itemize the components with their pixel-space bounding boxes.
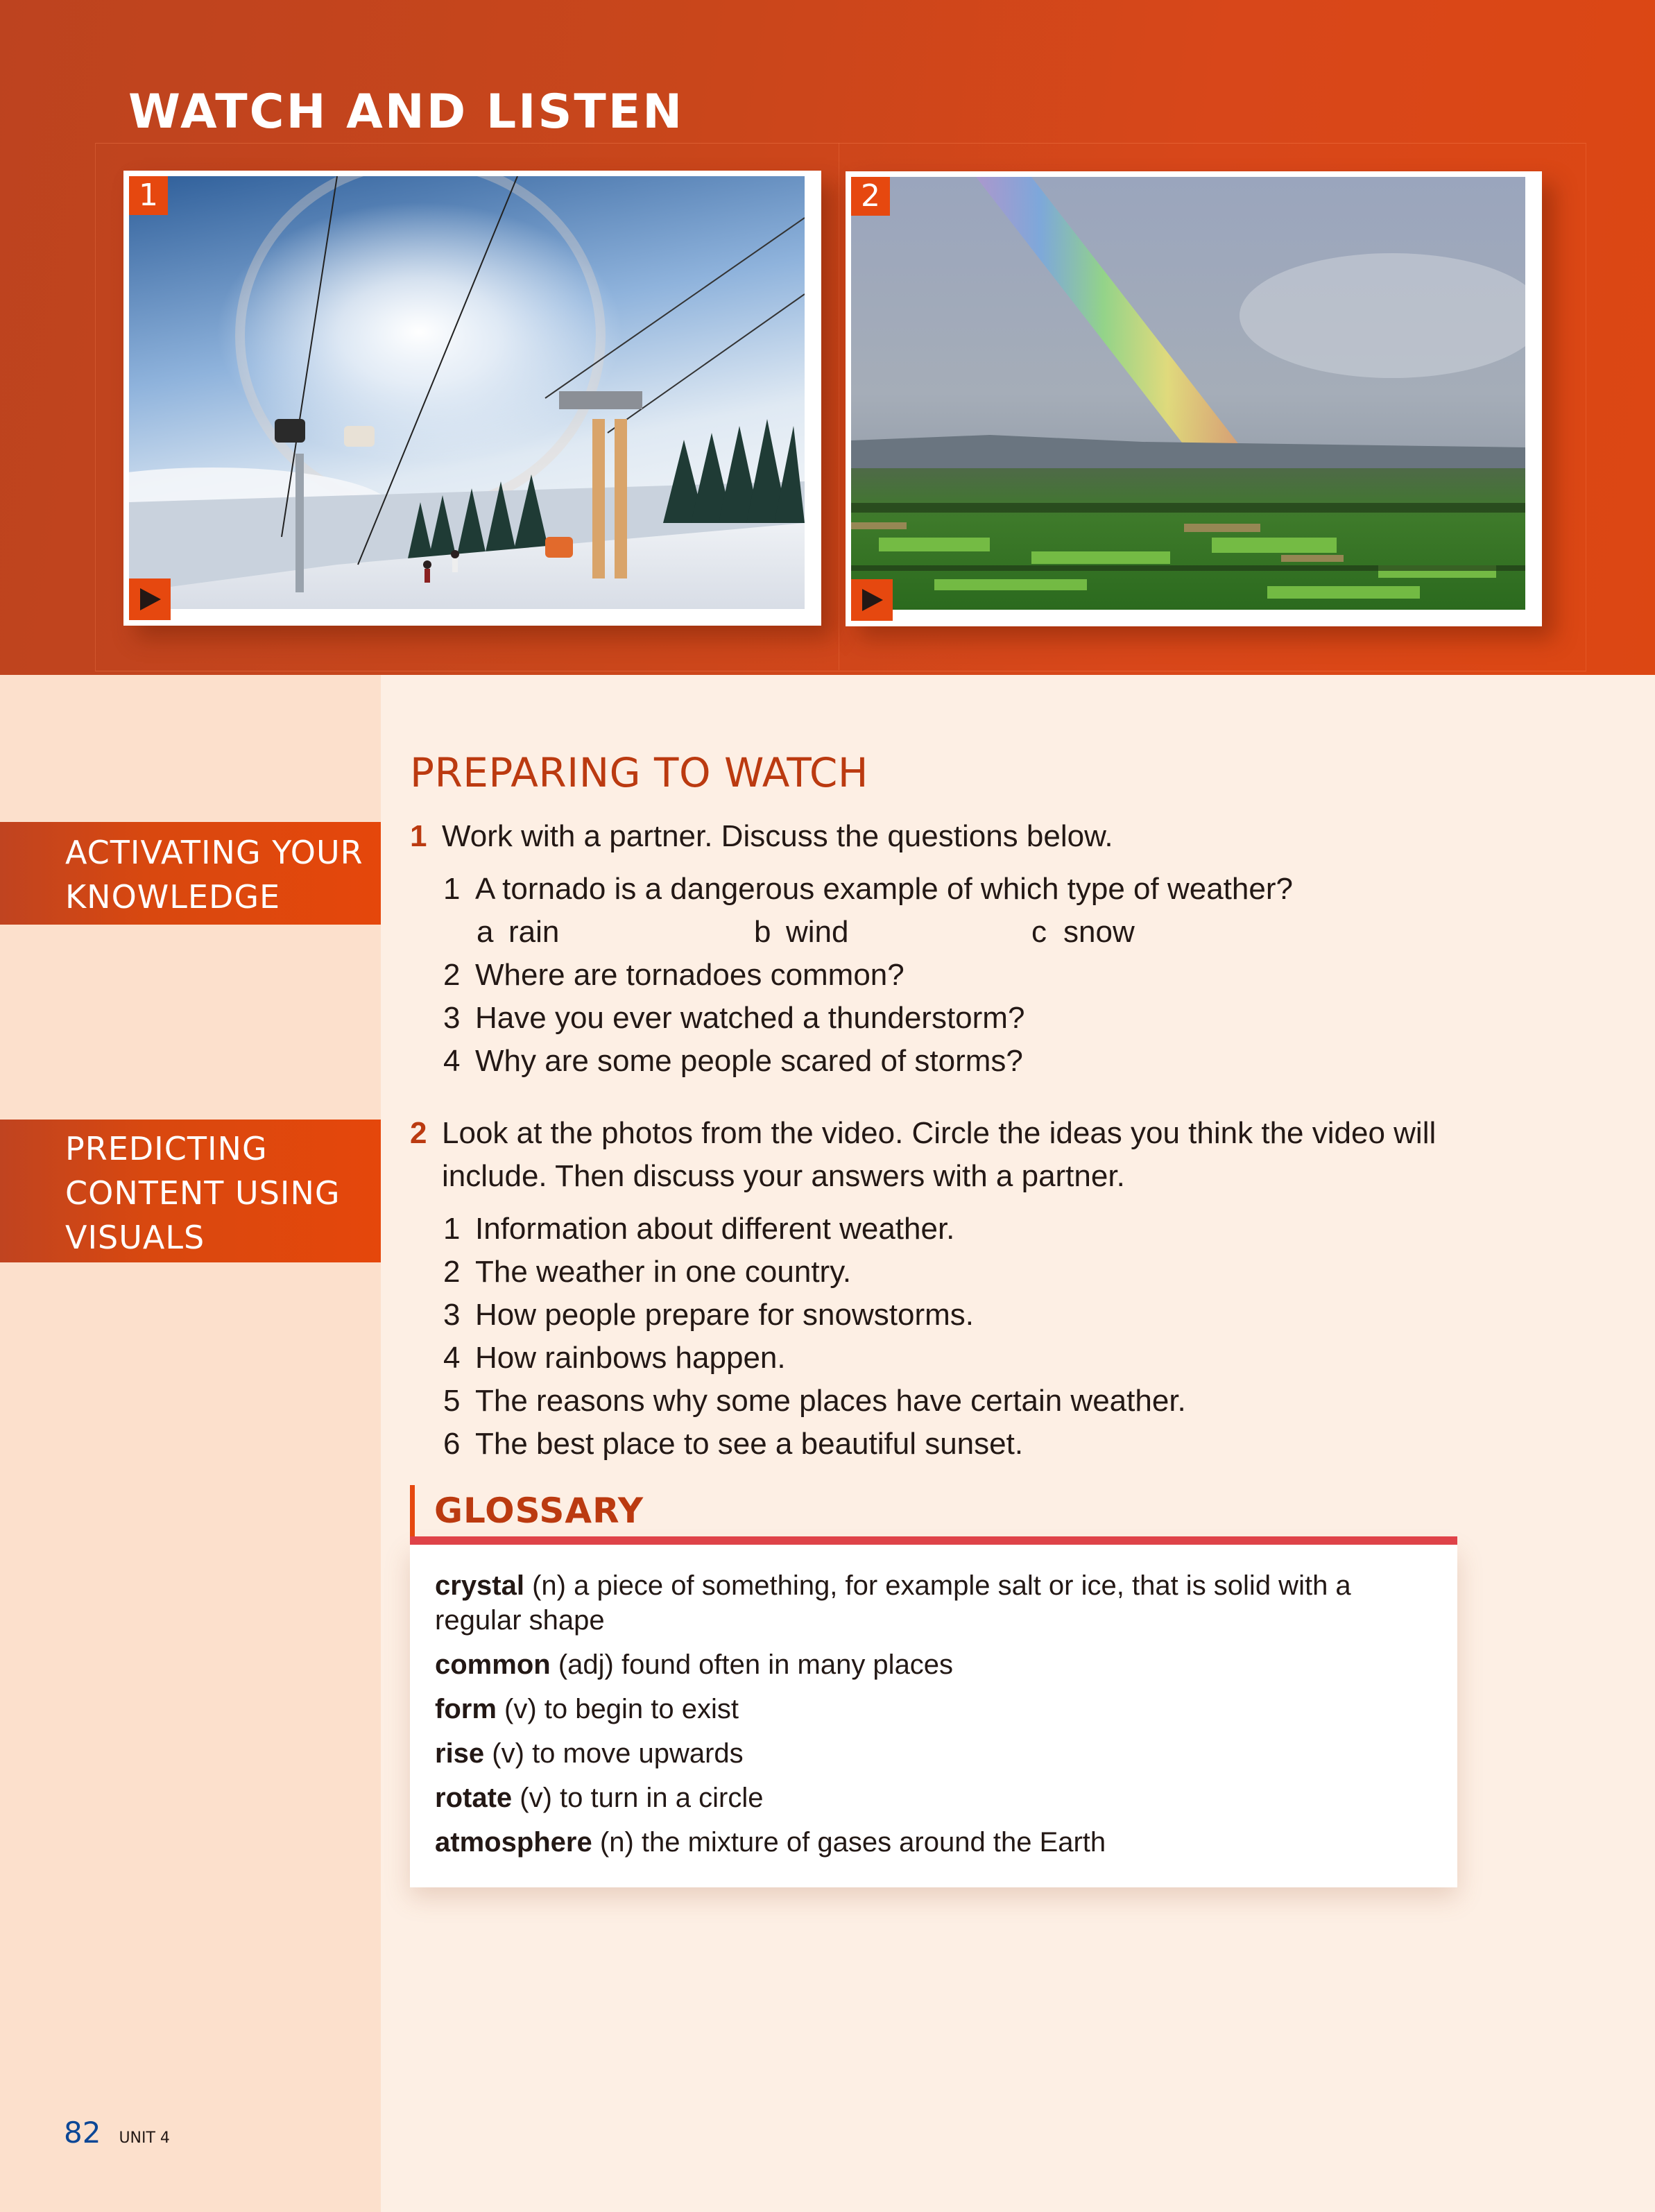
list-item xyxy=(443,954,1492,997)
play-icon xyxy=(862,589,883,611)
glossary-box xyxy=(410,1485,1457,1887)
glossary-title: GLOSSARY xyxy=(434,1491,644,1531)
option-text: rain xyxy=(508,915,560,949)
ski-slope-image xyxy=(129,176,816,620)
list-item[interactable] xyxy=(443,1208,1492,1251)
option-text: snow xyxy=(1063,915,1135,949)
item-number: 2 xyxy=(443,958,461,992)
item-text: Information about different weather. xyxy=(475,1212,955,1246)
glossary-pos: (adj) xyxy=(558,1649,614,1680)
glossary-word: atmosphere xyxy=(435,1827,592,1858)
exercise-instruction xyxy=(410,1112,1492,1198)
photo-number-badge: 1 xyxy=(129,176,168,215)
play-icon xyxy=(140,588,161,610)
glossary-entry xyxy=(435,1825,1434,1860)
idea-list xyxy=(410,1208,1492,1466)
answer-option-c[interactable] xyxy=(1031,911,1309,954)
option-letter: b xyxy=(754,915,771,949)
main-content xyxy=(410,749,1492,1461)
item-number: 4 xyxy=(443,1341,461,1375)
item-number: 2 xyxy=(443,1255,461,1289)
section-title: WATCH AND LISTEN xyxy=(128,85,685,139)
item-number: 1 xyxy=(443,1212,461,1246)
list-item xyxy=(443,997,1492,1040)
glossary-entry xyxy=(435,1736,1434,1771)
glossary-entry xyxy=(435,1692,1434,1726)
answer-option-b[interactable] xyxy=(754,911,1031,954)
item-text: How rainbows happen. xyxy=(475,1341,786,1375)
list-item[interactable] xyxy=(443,1380,1492,1423)
list-item[interactable] xyxy=(443,1294,1492,1337)
glossary-pos: (n) xyxy=(532,1570,566,1601)
item-number: 1 xyxy=(443,872,461,906)
glossary-header xyxy=(410,1485,1457,1536)
item-text: A tornado is a dangerous example of which type of weather? xyxy=(475,872,1293,906)
item-number: 3 xyxy=(443,1298,461,1332)
list-item[interactable] xyxy=(443,1423,1492,1466)
glossary-definition: the mixture of gases around the Earth xyxy=(641,1827,1106,1858)
exercise-instruction xyxy=(410,815,1492,858)
item-text: The reasons why some places have certain weather. xyxy=(475,1384,1186,1418)
exercise-instruction-text: Work with a partner. Discuss the questions below. xyxy=(442,819,1113,853)
item-text: The weather in one country. xyxy=(475,1255,852,1289)
item-text: Where are tornadoes common? xyxy=(475,958,904,992)
glossary-word: rise xyxy=(435,1738,485,1769)
item-number: 5 xyxy=(443,1384,461,1418)
glossary-pos: (v) xyxy=(520,1783,552,1813)
item-number: 6 xyxy=(443,1427,461,1461)
item-text: The best place to see a beautiful sunset. xyxy=(475,1427,1024,1461)
skill-tag-label: PREDICTING CONTENT USING VISUALS xyxy=(65,1130,341,1256)
glossary-entry xyxy=(435,1647,1434,1682)
option-text: wind xyxy=(786,915,849,949)
list-item[interactable] xyxy=(443,1251,1492,1294)
glossary-word: rotate xyxy=(435,1783,513,1813)
glossary-definition: to move upwards xyxy=(532,1738,744,1769)
item-text: Why are some people scared of storms? xyxy=(475,1044,1023,1078)
glossary-pos: (v) xyxy=(492,1738,524,1769)
glossary-divider xyxy=(410,1536,1457,1545)
glossary-pos: (n) xyxy=(599,1827,634,1858)
glossary-definition: to turn in a circle xyxy=(560,1783,764,1813)
item-text: Have you ever watched a thunderstorm? xyxy=(475,1001,1025,1035)
glossary-entry xyxy=(435,1568,1434,1638)
glossary-entries xyxy=(410,1545,1457,1887)
photo-number-badge: 2 xyxy=(851,177,890,216)
exercise-2 xyxy=(410,1112,1492,1466)
glossary-word: form xyxy=(435,1694,497,1724)
page-footer xyxy=(64,2116,170,2150)
skill-tag-label: ACTIVATING YOUR KNOWLEDGE xyxy=(65,834,363,916)
option-letter: c xyxy=(1031,915,1047,949)
list-item xyxy=(443,868,1492,911)
page-number: 82 xyxy=(64,2116,101,2150)
exercise-number: 2 xyxy=(410,1116,427,1150)
play-video-2-button[interactable] xyxy=(851,579,893,621)
unit-label: UNIT 4 xyxy=(119,2129,170,2147)
glossary-word: crystal xyxy=(435,1570,524,1601)
item-number: 4 xyxy=(443,1044,461,1078)
rainbow-image xyxy=(851,177,1536,621)
glossary-definition: a piece of something, for example salt or ice, that is solid with a regular shape xyxy=(435,1570,1351,1636)
glossary-definition: found often in many places xyxy=(621,1649,954,1680)
play-video-1-button[interactable] xyxy=(129,578,171,620)
glossary-pos: (v) xyxy=(504,1694,537,1724)
glossary-word: common xyxy=(435,1649,551,1680)
preparing-to-watch-heading: PREPARING TO WATCH xyxy=(410,749,869,796)
item-number: 3 xyxy=(443,1001,461,1035)
answer-options xyxy=(443,911,1492,954)
exercise-number: 1 xyxy=(410,819,427,853)
exercise-1 xyxy=(410,815,1492,1083)
list-item xyxy=(443,1040,1492,1083)
question-list xyxy=(410,868,1492,1083)
glossary-definition: to begin to exist xyxy=(544,1694,739,1724)
answer-option-a[interactable] xyxy=(477,911,754,954)
video-photo-2[interactable] xyxy=(846,171,1542,626)
skill-tag-predicting-content xyxy=(0,1120,381,1262)
glossary-entry xyxy=(435,1781,1434,1815)
video-photo-1[interactable] xyxy=(123,171,821,626)
exercise-instruction-text: Look at the photos from the video. Circle the ideas you think the video will include. Then discuss your answers with a partner. xyxy=(442,1116,1437,1193)
option-letter: a xyxy=(477,915,494,949)
skill-tag-activating-knowledge xyxy=(0,822,381,925)
list-item[interactable] xyxy=(443,1337,1492,1380)
item-text: How people prepare for snowstorms. xyxy=(475,1298,974,1332)
